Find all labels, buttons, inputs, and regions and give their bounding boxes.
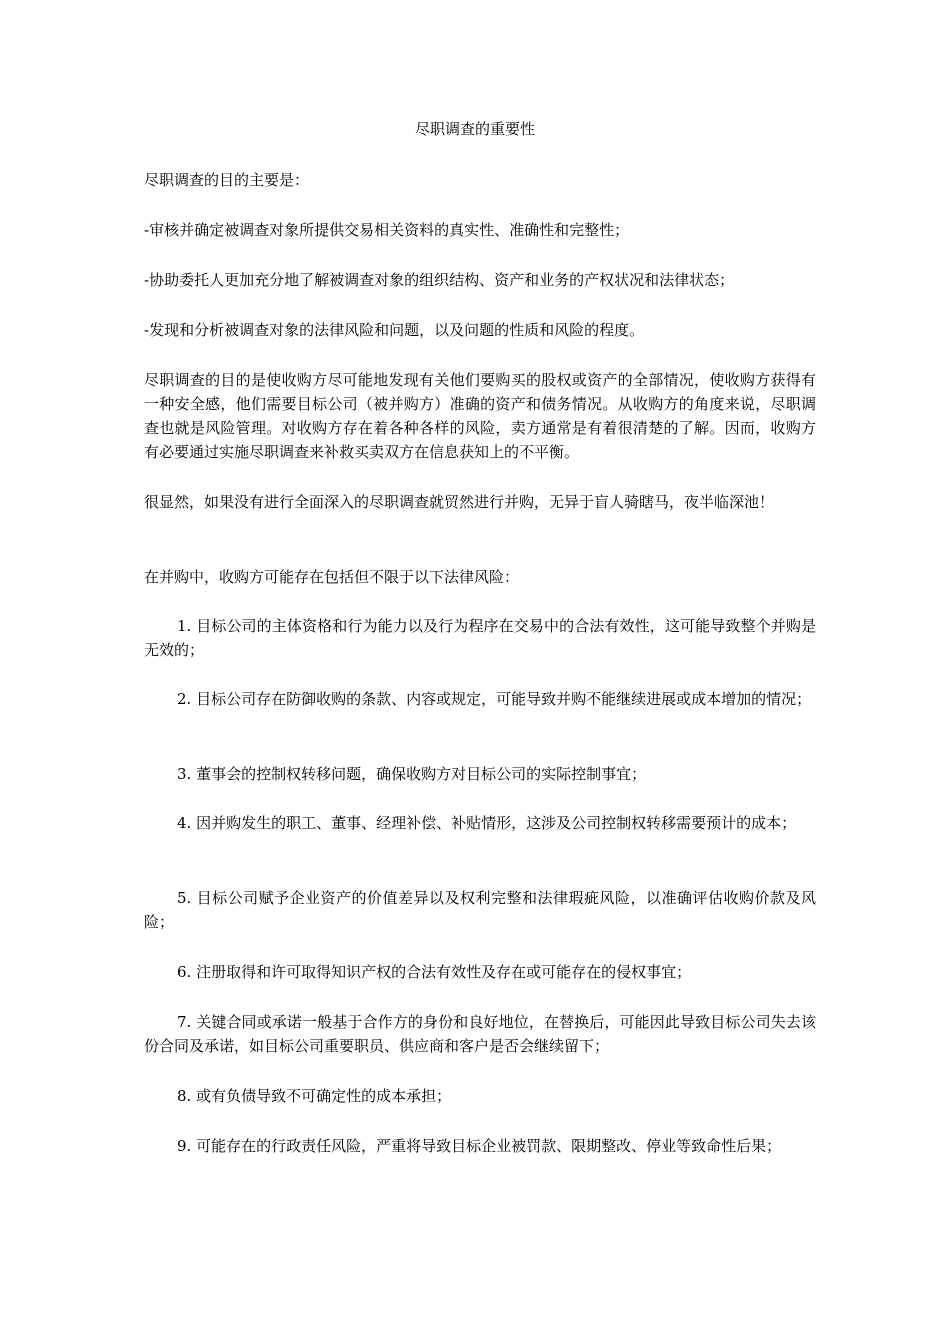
risk-item-9: 9. 可能存在的行政责任风险，严重将导致目标企业被罚款、限期整改、停业等致命性后果；: [177, 1137, 782, 1155]
explanation-paragraph: 尽职调查的目的是使收购方尽可能地发现有关他们要购买的股权或资产的全部情况，使收购方获得有一种安全感，他们需要目标公司（被并购方）准确的资产和债务情况。从收购方的角度来说，尽职调查也就是风险管理。对收购方存在着各种各样的风险，卖方通常是有着很清楚的了解。因而，收购方有必要通过实施尽职调查来补救买卖双方在信息获知上的不平衡。: [144, 371, 816, 461]
document-title: 尽职调查的重要性: [414, 120, 535, 138]
intro-paragraph: 尽职调查的目的主要是：: [144, 171, 310, 189]
risk-item-2: 2. 目标公司存在防御收购的条款、内容或规定，可能导致并购不能继续进展或成本增加的情况；: [177, 690, 812, 708]
purpose-item-1: -审核并确定被调查对象所提供交易相关资料的真实性、准确性和完整性；: [144, 221, 630, 239]
risk-item-6: 6. 注册取得和许可取得知识产权的合法有效性及存在或可能存在的侵权事宜；: [177, 963, 692, 981]
risk-item-8: 8. 或有负债导致不可确定性的成本承担；: [177, 1087, 452, 1105]
purpose-item-3: -发现和分析被调查对象的法律风险和问题，以及问题的性质和风险的程度。: [144, 321, 645, 339]
conclusion-paragraph: 很显然，如果没有进行全面深入的尽职调查就贸然进行并购，无异于盲人骑瞎马，夜半临深池！: [144, 493, 775, 511]
risk-item-3: 3. 董事会的控制权转移问题，确保收购方对目标公司的实际控制事宜；: [177, 765, 647, 783]
risk-item-7: 7. 关键合同或承诺一般基于合作方的身份和良好地位，在替换后，可能因此导致目标公司失去该份合同及承诺，如目标公司重要职员、供应商和客户是否会继续留下；: [144, 1013, 816, 1055]
purpose-item-2: -协助委托人更加充分地了解被调查对象的组织结构、资产和业务的产权状况和法律状态；: [144, 271, 735, 289]
risks-intro-paragraph: 在并购中，收购方可能存在包括但不限于以下法律风险：: [144, 568, 520, 586]
risk-item-4: 4. 因并购发生的职工、董事、经理补偿、补贴情形，这涉及公司控制权转移需要预计的成本；: [177, 814, 797, 832]
risk-item-5: 5. 目标公司赋予企业资产的价值差异以及权利完整和法律瑕疵风险，以准确评估收购价款及风险；: [144, 889, 816, 931]
risk-item-1: 1. 目标公司的主体资格和行为能力以及行为程序在交易中的合法有效性，这可能导致整个并购是无效的；: [144, 617, 816, 659]
